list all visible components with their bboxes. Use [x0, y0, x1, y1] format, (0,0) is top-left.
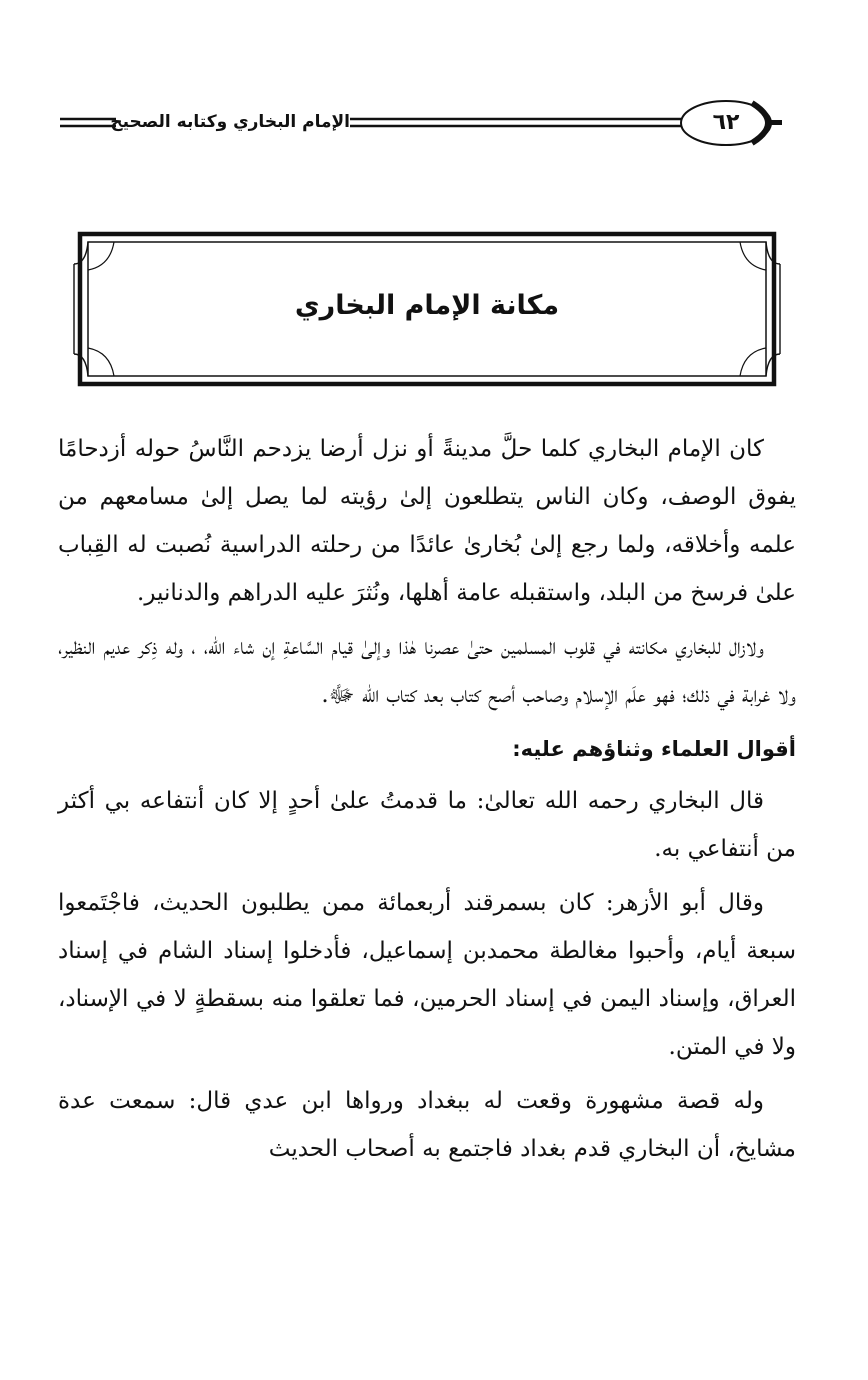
- section-heading: أقوال العلماء وثناؤهم عليه:: [512, 737, 796, 761]
- running-header: [40, 95, 790, 155]
- chapter-title: مكانة الإمام البخاري: [294, 290, 560, 321]
- chapter-title-frame: [72, 228, 782, 390]
- body-text: [58, 425, 796, 1179]
- page-number: ٦٢: [712, 110, 740, 135]
- paragraph: وله قصة مشهورة وقعت له ببغداد ورواها ابن عدي قال: سمعت عدة مشايخ، أن البخاري قدم بغداد فاجتمع به أصحاب الحديث: [58, 1088, 796, 1162]
- running-title: الإمام البخاري وكتابه الصحيح: [116, 107, 350, 137]
- paragraph: وقال أبو الأزهر: كان بسمرقند أربعمائة ممن يطلبون الحديث، فاجْتَمعوا سبعة أيام، وأحبوا مغالطة محمدبن إسماعيل، فأدخلوا إسناد الشام في إسناد العراق، وإسناد اليمن في إسناد الحرمين، فما تعلقوا منه بسقطةٍ لا في الإسناد، ولا في المتن.: [58, 890, 796, 1060]
- paragraph: قال البخاري رحمه الله تعالىٰ: ما قدمتُ علىٰ أحدٍ إلا كان أنتفاعه بي أكثر من أنتفاعي به.: [58, 788, 796, 862]
- paragraph: ولازال للبخاري مكانته في قلوب المسلمين حتىٰ عصرنا هٰذا وإلىٰ قيام السَّاعةِ إن شاء الله، ، وله ذِكر عديم النظير، ولا غرابة في ذلك؛ فهو علَم الإسلام وصاحب أصح كتاب بعد كتاب الله ﷻ.: [58, 634, 796, 708]
- paragraph: كان الإمام البخاري كلما حلَّ مدينةً أو نزل أرضا يزدحم النَّاسُ حوله أزدحامًا يفوق الوصف، وكان الناس يتطلعون إلىٰ رؤيته لما يصل إلىٰ مسامعهم من علمه وأخلاقه، ولما رجع إلىٰ بُخارىٰ عائدًا من رحلته الدراسية نُصبت له القِباب علىٰ فرسخ من البلد، واستقبله عامة أهلها، ونُثرَ عليه الدراهم والدنانير.: [58, 436, 796, 606]
